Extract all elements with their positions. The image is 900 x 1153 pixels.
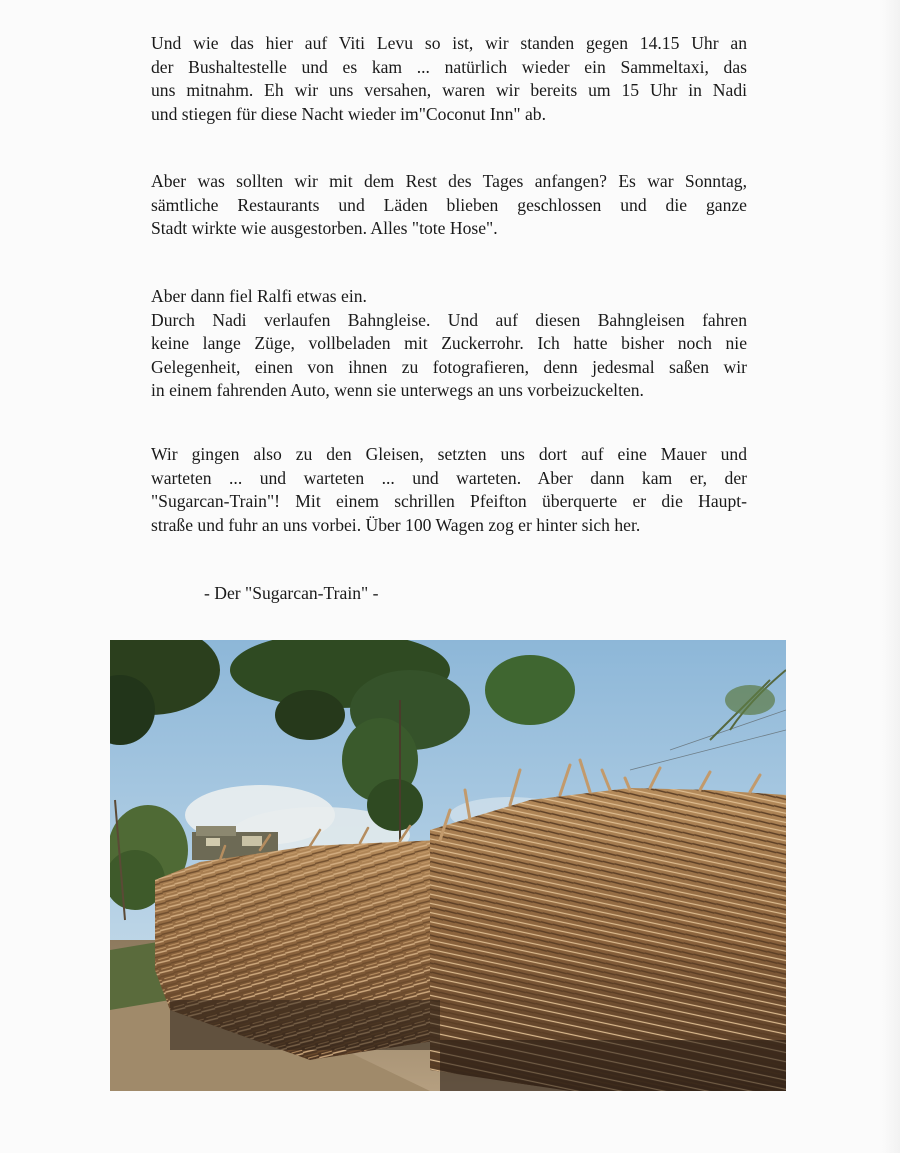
paragraph-line: und stiegen für diese Nacht wieder im"Coconut Inn" ab. — [151, 103, 546, 124]
photo-caption: - Der "Sugarcan-Train" - — [204, 583, 379, 603]
page-edge — [882, 0, 900, 1153]
paragraph-line: warteten ... und warteten ... und warteten. Aber dann kam er, der — [151, 467, 747, 488]
paragraph-railway — [151, 285, 747, 403]
paragraph-line: Stadt wirkte wie ausgestorben. Alles "tote Hose". — [151, 218, 498, 239]
paragraph-line: Gelegenheit, einen von ihnen zu fotografieren, denn jedesmal saßen wir — [151, 356, 747, 377]
paragraph-arrival-nadi — [151, 32, 747, 126]
paragraph-line: Durch Nadi verlaufen Bahngleise. Und auf diesen Bahngleisen fahren — [151, 309, 747, 330]
paragraph-line: in einem fahrenden Auto, wenn sie unterwegs an uns vorbeizuckelten. — [151, 380, 644, 401]
paragraph-line: der Bushaltestelle und es kam ... natürlich wieder ein Sammeltaxi, das — [151, 56, 747, 77]
paragraph-line: straße und fuhr an uns vorbei. Über 100 Wagen zog er hinter sich her. — [151, 514, 641, 535]
paragraph-line: uns mitnahm. Eh wir uns versahen, waren wir bereits um 15 Uhr in Nadi — [151, 80, 747, 101]
paragraph-sunday — [151, 170, 747, 241]
paragraph-waiting — [151, 443, 747, 537]
paragraph-line: Wir gingen also zu den Gleisen, setzten uns dort auf eine Mauer und — [151, 444, 747, 464]
paragraph-line: Aber was sollten wir mit dem Rest des Tages anfangen? Es war Sonntag, — [151, 171, 747, 191]
paragraph-line: "Sugarcan-Train"! Mit einem schrillen Pfeifton überquerte er die Haupt- — [151, 491, 747, 512]
paragraph-line: sämtliche Restaurants und Läden blieben geschlossen und die ganze — [151, 194, 747, 215]
sugarcane-train-photo — [110, 640, 786, 1091]
paragraph-line: Aber dann fiel Ralfi etwas ein. — [151, 286, 367, 306]
paragraph-line: keine lange Züge, vollbeladen mit Zuckerrohr. Ich hatte bisher noch nie — [151, 333, 747, 354]
paragraph-line: Und wie das hier auf Viti Levu so ist, wir standen gegen 14.15 Uhr an — [151, 33, 747, 53]
